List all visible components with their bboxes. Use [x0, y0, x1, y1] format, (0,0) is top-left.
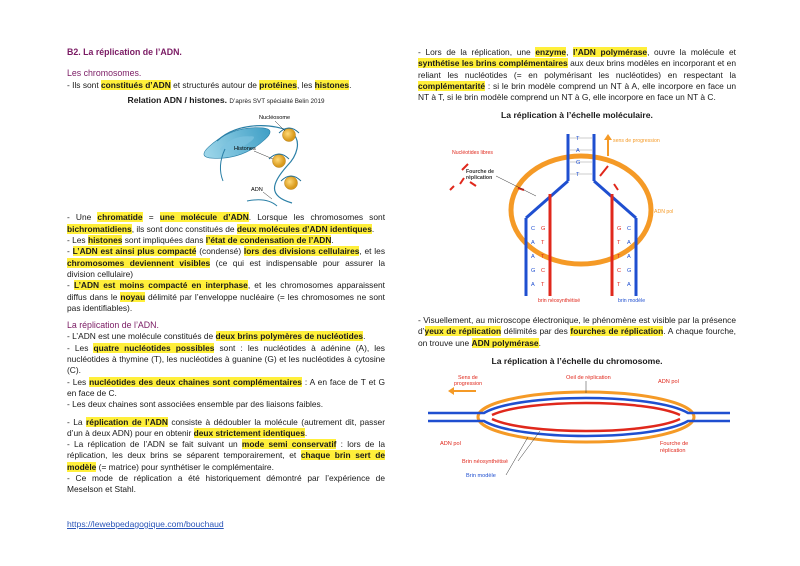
base-label-left: A: [531, 281, 535, 288]
text-run: délimités par des: [501, 326, 571, 337]
figure-credit: D’après SVT spécialité Belin 2019: [229, 97, 325, 105]
left-column: [67, 47, 385, 496]
base-label-right-new: T: [617, 281, 621, 288]
paragraph: [67, 439, 385, 473]
highlighted-term: chromatide: [97, 212, 143, 223]
label-direction-2: progression: [454, 381, 483, 388]
label-direction-1: Sens de: [458, 375, 478, 382]
page-title: B2. La réplication de l’ADN.: [67, 47, 182, 57]
highlighted-term: deux molécules d’ADN identiques: [236, 223, 372, 234]
paragraph: [418, 47, 736, 103]
text-run: , ils sont donc constitués de: [131, 223, 237, 234]
label-polymerase-right: ADN pol: [658, 379, 679, 386]
highlighted-term: chaque brin sert de modèle: [67, 450, 385, 472]
base-label-left-new: T: [541, 239, 545, 246]
figure-caption-chromosome: La réplication à l’échelle du chromosome.: [491, 355, 663, 366]
text-run: =: [142, 212, 160, 223]
highlighted-term: histones: [314, 79, 350, 90]
highlighted-term: deux strictement identiques: [193, 427, 305, 438]
text-run: - Lors de la réplication, une: [418, 47, 536, 57]
text-run: - La: [67, 416, 87, 427]
base-label-left: A: [531, 239, 535, 246]
text-run: et structurés autour de: [170, 79, 260, 90]
text-run: .: [304, 427, 308, 438]
label-nucleosome: Nucléosome: [259, 115, 291, 122]
label-polymerase-left: ADN pol: [440, 441, 461, 448]
text-run: - Les: [67, 342, 94, 353]
text-run: (ce qui est indispensable pour assurer la division cellulaire): [67, 257, 385, 279]
label-fork-2: réplication: [466, 174, 493, 181]
text-run: : lors de la réplication, les deux brins se séparent temporairement, et: [67, 439, 386, 461]
text-run: sont impliquées dans: [122, 235, 206, 246]
label-free-nucleotides: Nucléotides libres: [452, 149, 493, 156]
text-run: , les: [296, 79, 315, 90]
base-label-right: A: [627, 239, 631, 246]
text-run: consiste à dédoubler la molécule (autrement dit, passer d’un à deux ADN) pour en obtenir: [67, 416, 386, 438]
text-run: - Ce mode de réplication a été historiquement démontré par l’expérience de Meselson et Stahl.: [67, 473, 385, 495]
label-fork-1: Fourche de: [660, 441, 689, 448]
highlighted-term: mode semi conservatif: [241, 439, 337, 450]
figure-caption-molecular: La réplication à l’échelle moléculaire.: [501, 110, 653, 121]
base-label-right-new: C: [617, 267, 622, 274]
base-label-left-new: G: [541, 225, 546, 232]
paragraph: [67, 377, 385, 400]
label-eye: Oeil de réplication: [566, 375, 611, 382]
chromosome-replication-figure: [418, 371, 736, 481]
base-label-right: A: [627, 253, 631, 260]
paragraph: [67, 80, 385, 91]
highlighted-term: protéines: [259, 79, 297, 90]
text-run: aux deux brins modèles en incorporant et en reliant les nucléotides (= en polymérisant les nucléotides) en respectant la: [418, 58, 736, 80]
highlighted-term: L’ADN est ainsi plus compacté: [72, 246, 197, 257]
label-adn: ADN: [251, 187, 263, 194]
right-column: [418, 47, 736, 485]
chromosome-histone-figure: [67, 111, 385, 209]
text-run: -: [67, 246, 73, 257]
paragraph: [67, 399, 385, 410]
text-run: . Lorsque les chromosomes sont: [248, 212, 386, 223]
highlighted-term: chromosomes deviennent visibles: [67, 257, 211, 268]
highlighted-term: quatre nucléotides possibles: [93, 342, 215, 353]
label-new-strand: brin néosynthétisé: [538, 297, 581, 304]
base-label-right: A: [627, 281, 631, 288]
polymerase-ring: [511, 156, 651, 264]
text-run: .: [538, 337, 541, 348]
label-direction: sens de progression: [613, 137, 660, 144]
text-run: .: [349, 79, 352, 90]
highlighted-term: lors des divisions cellulaires: [243, 246, 360, 257]
paragraph: [67, 280, 385, 314]
section-heading-chromosomes: Les chromosomes.: [67, 68, 142, 79]
label-fork-1: Fourche de: [466, 168, 494, 175]
paragraph: [67, 343, 385, 377]
text-run: délimité par l’enveloppe nucléaire (= les chromosomes ne sont pas identifiables).: [67, 291, 386, 313]
base-label-left-new: C: [541, 267, 546, 274]
text-run: : si le brin modèle comprend un NT à A, elle incorpore en face un NT à T, si le brin modèle comprend un NT à G, elle incorpore en face un NT à C.: [418, 80, 736, 103]
highlighted-term: enzyme: [535, 47, 567, 57]
text-run: - La réplication de l’ADN se fait suivant un: [67, 439, 242, 450]
label-new-strand: Brin néosynthétisé: [462, 459, 509, 466]
highlighted-term: L’ADN est moins compacté en interphase: [73, 280, 248, 291]
base-label-right-new: T: [617, 239, 621, 246]
paragraph: [67, 417, 385, 440]
text-run: . A chaque fourche, on trouve une: [418, 326, 736, 348]
text-run: .: [363, 331, 366, 342]
base-label-top: T: [576, 135, 580, 142]
text-run: -: [67, 280, 74, 291]
highlighted-term: l’état de condensation de l’ADN: [205, 235, 332, 246]
highlighted-term: yeux de réplication: [424, 326, 502, 337]
text-run: ,: [566, 47, 574, 57]
highlighted-term: ADN polymérase: [471, 337, 539, 348]
highlighted-term: deux brins polymères de nucléotides: [215, 331, 364, 342]
paragraph: [418, 315, 736, 349]
base-label-left: G: [531, 267, 536, 274]
base-label-top: A: [576, 147, 580, 154]
highlighted-term: fourches de réplication: [570, 326, 664, 337]
base-label-right: G: [627, 267, 632, 274]
label-model-strand: brin modèle: [618, 297, 646, 304]
footer-link[interactable]: https://lewebpedagogique.com/bouchaud: [67, 519, 224, 529]
highlighted-term: réplication de l’ADN: [86, 416, 168, 427]
figure-caption-adn-histones: Relation ADN / histones. D’après SVT spécialité Belin 2019: [127, 94, 325, 105]
base-label-left-new: T: [541, 253, 545, 260]
highlighted-term: complémentarité: [418, 80, 486, 91]
paragraph: [67, 331, 385, 342]
label-polymerase: ADN pol: [654, 208, 674, 215]
text-run: , et les: [359, 246, 386, 257]
text-run: - Les deux chaines sont associées ensemble par des liaisons faibles.: [67, 399, 324, 410]
text-run: - Visuellement, au microscope électronique, le phénomène est visible par la présence d’: [418, 315, 736, 337]
highlighted-term: constitués d’ADN: [100, 79, 171, 90]
text-run: sont : les nucléotides à adénine (A), les nucléotides à thymine (T), les nucléotides à guanine (G) et les nucléotides à cytosine (C).: [67, 342, 385, 376]
highlighted-term: une molécule d’ADN: [159, 212, 249, 223]
highlighted-term: nucléotides des deux chaines sont complémentaires: [89, 376, 302, 387]
highlighted-term: l’ADN polymérase: [573, 47, 648, 57]
base-label-right-new: T: [617, 253, 621, 260]
label-histones: Histones: [234, 146, 256, 153]
base-label-top: G: [576, 159, 581, 166]
text-run: - Une: [67, 212, 98, 223]
text-run: : A en face de T et G en face de C.: [67, 376, 385, 398]
highlighted-term: bichromatidiens: [67, 223, 132, 234]
text-run: - Ils sont: [67, 79, 101, 90]
base-label-left-new: T: [541, 281, 545, 288]
paragraph: [67, 473, 385, 496]
label-fork-2: réplication: [660, 448, 686, 455]
section-heading-replication: La réplication de l’ADN.: [67, 320, 159, 331]
highlighted-term: noyau: [120, 291, 146, 302]
text-run: , ouvre la molécule et: [647, 47, 736, 57]
base-label-right-new: G: [617, 225, 622, 232]
base-label-right: C: [627, 225, 632, 232]
text-run: - L’ADN est une molécule constitués de: [67, 331, 216, 342]
highlighted-term: histones: [87, 235, 123, 246]
paragraph: [67, 235, 385, 246]
text-run: (condensé): [196, 246, 244, 257]
text-run: - Les: [67, 376, 90, 387]
text-run: (= matrice) pour synthétiser le complémentaire.: [96, 461, 274, 472]
base-label-left: A: [531, 253, 535, 260]
highlighted-term: synthétise les brins complémentaires: [418, 58, 568, 69]
label-model-strand: Brin modèle: [466, 473, 496, 480]
text-run: .: [371, 223, 375, 234]
base-label-top: T: [576, 171, 580, 178]
text-run: .: [331, 235, 334, 246]
text-run: - Les: [67, 235, 88, 246]
paragraph: [67, 212, 385, 235]
paragraph: [67, 246, 385, 280]
molecular-replication-figure: [418, 126, 736, 304]
text-run: , et les chromosomes apparaissent diffus dans le: [67, 280, 385, 302]
base-label-left: C: [531, 225, 536, 232]
